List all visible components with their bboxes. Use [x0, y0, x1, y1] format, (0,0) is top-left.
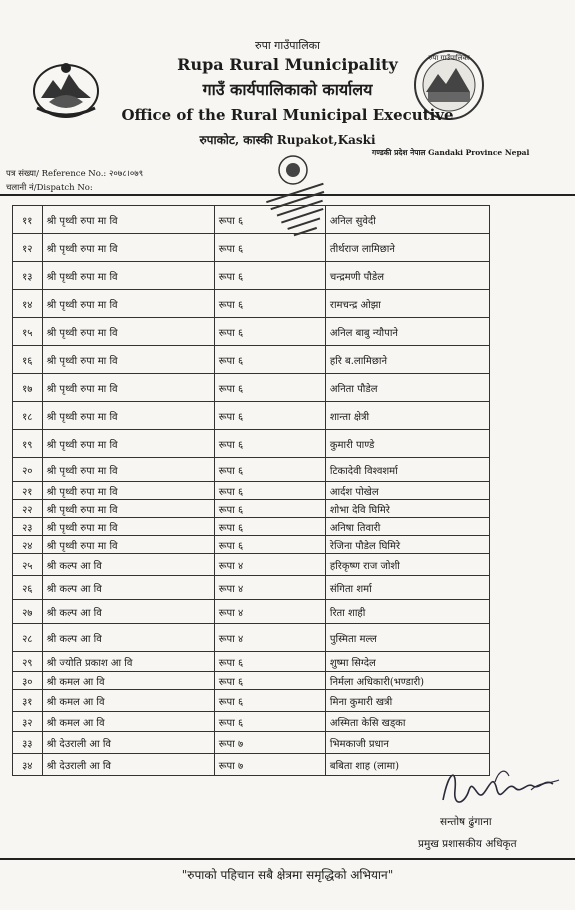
school-name: श्री कल्प आ वि	[42, 600, 214, 624]
school-name: श्री कल्प आ वि	[42, 624, 214, 652]
row-number: २८	[13, 624, 43, 652]
row-number: २९	[13, 652, 43, 672]
table-row	[13, 500, 490, 518]
row-number: ३०	[13, 672, 43, 690]
table-row	[13, 402, 490, 430]
teacher-name: अनिषा तिवारी	[325, 518, 489, 536]
school-name: श्री पृथ्वी रुपा मा वि	[42, 318, 214, 346]
ward: रूपा ६	[214, 206, 325, 234]
school-name: श्री पृथ्वी रुपा मा वि	[42, 290, 214, 318]
ward: रूपा ६	[214, 430, 325, 458]
dispatch-number: चलानी नं/Dispatch No:	[6, 183, 93, 193]
teacher-name: बबिता शाह (लामा)	[325, 754, 489, 776]
row-number: १२	[13, 234, 43, 262]
teacher-name: पुस्मिता मल्ल	[325, 624, 489, 652]
table-row	[13, 536, 490, 554]
ward: रूपा ६	[214, 690, 325, 712]
teacher-name: अस्मिता केसि खड्का	[325, 712, 489, 732]
row-number: १४	[13, 290, 43, 318]
school-name: श्री पृथ्वी रुपा मा वि	[42, 500, 214, 518]
school-name: श्री पृथ्वी रुपा मा वि	[42, 402, 214, 430]
school-name: श्री पृथ्वी रुपा मा वि	[42, 234, 214, 262]
ward: रूपा ६	[214, 518, 325, 536]
school-name: श्री कल्प आ वि	[42, 576, 214, 600]
office-name-en: Office of the Rural Municipal Executive	[121, 106, 454, 124]
table-row	[13, 712, 490, 732]
row-number: २०	[13, 458, 43, 482]
address: रुपाकोट, कास्की Rupakot,Kaski	[199, 133, 376, 147]
ward: रूपा ६	[214, 712, 325, 732]
row-number: २१	[13, 482, 43, 500]
teacher-name: हरिकृष्ण राज जोशी	[325, 554, 489, 576]
teacher-name: टिकादेवी विश्वशर्मा	[325, 458, 489, 482]
school-name: श्री ज्योति प्रकाश आ वि	[42, 652, 214, 672]
row-number: २५	[13, 554, 43, 576]
row-number: १५	[13, 318, 43, 346]
school-name: श्री पृथ्वी रुपा मा वि	[42, 206, 214, 234]
table-row	[13, 206, 490, 234]
teacher-name: रेजिना पौडेल घिमिरे	[325, 536, 489, 554]
teacher-name: रामचन्द्र ओझा	[325, 290, 489, 318]
ward: रूपा ४	[214, 554, 325, 576]
table-row	[13, 600, 490, 624]
school-name: श्री देउराली आ वि	[42, 754, 214, 776]
row-number: १९	[13, 430, 43, 458]
school-name: श्री कमल आ वि	[42, 690, 214, 712]
ward: रूपा ४	[214, 576, 325, 600]
row-number: २६	[13, 576, 43, 600]
school-name: श्री पृथ्वी रुपा मा वि	[42, 262, 214, 290]
table-row	[13, 576, 490, 600]
ward: रूपा ६	[214, 672, 325, 690]
school-name: श्री कमल आ वि	[42, 712, 214, 732]
ward: रूपा ६	[214, 458, 325, 482]
row-number: १६	[13, 346, 43, 374]
table-row	[13, 346, 490, 374]
table-row	[13, 318, 490, 346]
row-number: १८	[13, 402, 43, 430]
table-row	[13, 262, 490, 290]
ward: रूपा ६	[214, 652, 325, 672]
school-name: श्री पृथ्वी रुपा मा वि	[42, 374, 214, 402]
staff-table	[12, 205, 490, 776]
teacher-name: शुष्मा सिग्देल	[325, 652, 489, 672]
ward: रूपा ६	[214, 346, 325, 374]
ward: रूपा ७	[214, 754, 325, 776]
school-name: श्री पृथ्वी रुपा मा वि	[42, 482, 214, 500]
ward: रूपा ६	[214, 318, 325, 346]
school-name: श्री पृथ्वी रुपा मा वि	[42, 346, 214, 374]
ward: रूपा ६	[214, 536, 325, 554]
municipality-name-np: रुपा गाउँपालिका	[255, 39, 320, 52]
table-row	[13, 430, 490, 458]
ward: रूपा ६	[214, 482, 325, 500]
table-row	[13, 518, 490, 536]
municipality-name-en: Rupa Rural Municipality	[177, 55, 398, 74]
school-name: श्री कमल आ वि	[42, 672, 214, 690]
row-number: १३	[13, 262, 43, 290]
teacher-name: निर्मला अधिकारी(भण्डारी)	[325, 672, 489, 690]
ward: रूपा ४	[214, 600, 325, 624]
teacher-name: शोभा देवि घिमिरे	[325, 500, 489, 518]
teacher-name: अनिल बाबु न्यौपाने	[325, 318, 489, 346]
school-name: श्री पृथ्वी रुपा मा वि	[42, 458, 214, 482]
table-row	[13, 624, 490, 652]
row-number: ११	[13, 206, 43, 234]
reference-number: पत्र संख्या/ Reference No.: २०७८।०७९	[6, 169, 144, 179]
teacher-name: अनिल सुवेदी	[325, 206, 489, 234]
svg-text:रुपा गाउँपालिका: रुपा गाउँपालिका	[428, 54, 470, 62]
teacher-name: आर्दश पोखेल	[325, 482, 489, 500]
ward: रूपा ६	[214, 374, 325, 402]
table-row	[13, 458, 490, 482]
row-number: ३१	[13, 690, 43, 712]
teacher-name: मिना कुमारी खत्री	[325, 690, 489, 712]
school-name: श्री देउराली आ वि	[42, 732, 214, 754]
row-number: १७	[13, 374, 43, 402]
teacher-name: कुमारी पाण्डे	[325, 430, 489, 458]
footer-slogan: "रुपाको पहिचान सबै क्षेत्रमा समृद्धिको अभियान"	[181, 868, 394, 882]
teacher-name: शान्ता क्षेत्री	[325, 402, 489, 430]
ward: रूपा ६	[214, 402, 325, 430]
signatory-title: प्रमुख प्रशासकीय अधिकृत	[418, 838, 517, 850]
handwritten-signature-icon	[435, 760, 570, 820]
teacher-name: रिता शाही	[325, 600, 489, 624]
office-name-np: गाउँ कार्यपालिकाको कार्यालय	[202, 80, 373, 99]
table-row	[13, 554, 490, 576]
table-row	[13, 754, 490, 776]
ward: रूपा ६	[214, 262, 325, 290]
teacher-name: चन्द्रमणी पौडेल	[325, 262, 489, 290]
ward: रूपा ४	[214, 624, 325, 652]
teacher-name: तीर्थराज लामिछाने	[325, 234, 489, 262]
ward: रूपा ७	[214, 732, 325, 754]
ward: रूपा ६	[214, 290, 325, 318]
footer-divider	[0, 858, 575, 860]
school-name: श्री कल्प आ वि	[42, 554, 214, 576]
row-number: ३३	[13, 732, 43, 754]
table-row	[13, 690, 490, 712]
teacher-name: संगिता शर्मा	[325, 576, 489, 600]
school-name: श्री पृथ्वी रुपा मा वि	[42, 518, 214, 536]
school-name: श्री पृथ्वी रुपा मा वि	[42, 536, 214, 554]
row-number: २७	[13, 600, 43, 624]
ward: रूपा ६	[214, 500, 325, 518]
table-row	[13, 234, 490, 262]
table-row	[13, 652, 490, 672]
table-row	[13, 482, 490, 500]
table-row	[13, 374, 490, 402]
teacher-name: अनिता पौडेल	[325, 374, 489, 402]
teacher-name: भिमकाजी प्रधान	[325, 732, 489, 754]
table-row	[13, 672, 490, 690]
row-number: ३४	[13, 754, 43, 776]
table-row	[13, 732, 490, 754]
row-number: २२	[13, 500, 43, 518]
province-line: गण्डकी प्रदेश नेपाल Gandaki Province Nepal	[372, 148, 530, 157]
table-row	[13, 290, 490, 318]
signatory-name: सन्तोष ढुंगाना	[440, 816, 492, 828]
ward: रूपा ६	[214, 234, 325, 262]
school-name: श्री पृथ्वी रुपा मा वि	[42, 430, 214, 458]
row-number: २४	[13, 536, 43, 554]
row-number: ३२	[13, 712, 43, 732]
row-number: २३	[13, 518, 43, 536]
teacher-name: हरि ब.लामिछाने	[325, 346, 489, 374]
